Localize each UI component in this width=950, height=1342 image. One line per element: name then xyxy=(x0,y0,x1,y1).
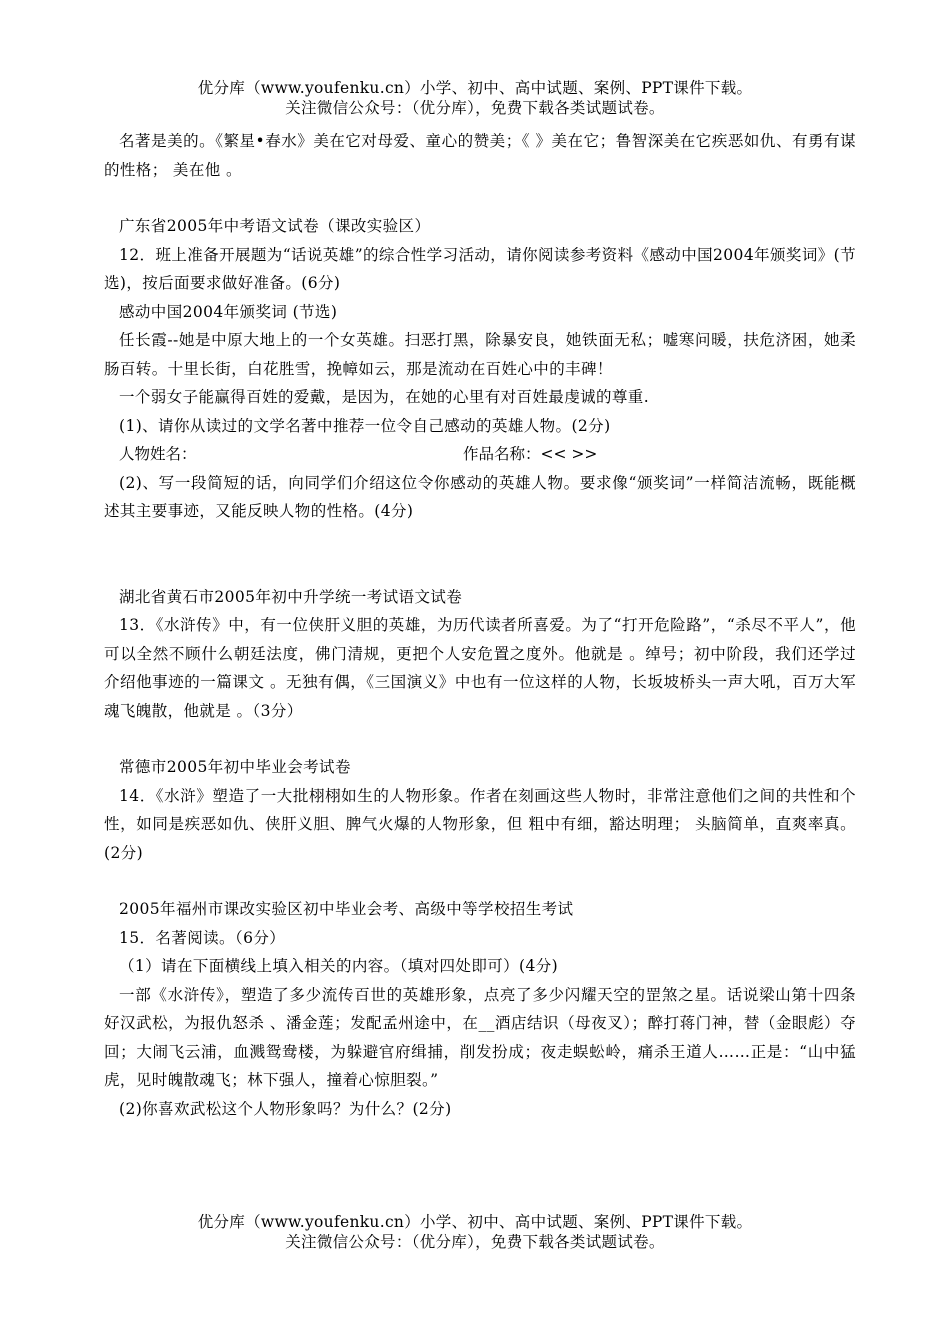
question-15-part-1: （1）请在下面横线上填入相关的内容。（填对四处即可）(4分) xyxy=(119,957,559,975)
question-13: 13．《水浒传》中，有一位侠肝义胆的英雄，为历代读者所喜爱。为了“打开危险路”，“杀尽不平人”，他可以全然不顾什么朝廷法度，佛门清规，更把个人安危置之度外。他就是 。绰号；初中阶段，我们还学过介绍他事迹的一篇课文 。无独有偶，《三国演义》中也有一位这样的人物，长坂坡桥头一声大吼，百万大军魂飞魄散，他就是 。（3分） xyxy=(104,616,856,720)
header-line-2: 关注微信公众号：（优分库），免费下载各类试题试卷。 xyxy=(285,99,665,117)
answer-fields-row xyxy=(104,440,856,469)
question-15: 15．名著阅读。（6分） xyxy=(119,928,286,947)
header-line-1: 优分库（www.youfenku.cn）小学、初中、高中试题、案例、PPT课件下载。 xyxy=(197,79,753,97)
document-body xyxy=(104,127,856,1123)
intro-paragraph: 名著是美的。《繁星•春水》美在它对母爱、童心的赞美；《 》美在它；鲁智深美在它疾恶如仇、有勇有谋的性格； 美在他 。 xyxy=(104,132,856,179)
reference-title: 感动中国2004年颁奖词 (节选) xyxy=(119,302,338,321)
question-12: 12．班上准备开展题为“话说英雄”的综合性学习活动，请你阅读参考资料《感动中国2004年颁奖词》(节选)，按后面要求做好准备。(6分) xyxy=(104,245,856,292)
section-title-huangshi: 湖北省黄石市2005年初中升学统一考试语文试卷 xyxy=(119,587,463,606)
question-15-part-2: (2)你喜欢武松这个人物形象吗？为什么？(2分) xyxy=(119,1099,452,1118)
section-title-changde: 常德市2005年初中毕业会考试卷 xyxy=(119,758,351,776)
character-name-label: 人物姓名： xyxy=(119,445,197,463)
question-12-part-2: (2)、写一段简短的话，向同学们介绍这位令你感动的英雄人物。要求像“颁奖词”一样简洁流畅，既能概述其主要事迹，又能反映人物的性格。(4分) xyxy=(104,473,856,520)
reference-paragraph-1: 任长霞--她是中原大地上的一个女英雄。扫恶打黑，除暴安良，她铁面无私；嘘寒问暖，扶危济困，她柔肠百转。十里长街，白花胜雪，挽幛如云，那是流动在百姓心中的丰碑！ xyxy=(104,331,856,378)
work-title-label: 作品名称：<< >> xyxy=(463,445,598,463)
question-15-passage: 一部《水浒传》，塑造了多少流传百世的英雄形象，点亮了多少闪耀天空的罡煞之星。话说梁山第十四条好汉武松，为报仇怒杀 、潘金莲；发配孟州途中，在__酒店结识（母夜叉）；醉打蒋门神，替（金眼彪）夺回；大闹飞云浦，血溅鸳鸯楼，为躲避官府缉捕，削发扮成；夜走蜈蚣岭，痛杀王道人……正是：“山中猛虎，见时魄散魂飞；林下强人，撞着心惊胆裂。” xyxy=(104,985,856,1089)
footer-line-1: 优分库（www.youfenku.cn）小学、初中、高中试题、案例、PPT课件下载。 xyxy=(197,1213,753,1231)
section-title-guangdong: 广东省2005年中考语文试卷（课改实验区） xyxy=(119,217,431,235)
section-title-fuzhou: 2005年福州市课改实验区初中毕业会考、高级中等学校招生考试 xyxy=(119,900,574,918)
question-12-part-1: (1)、请你从读过的文学名著中推荐一位令自己感动的英雄人物。(2分) xyxy=(119,416,611,435)
footer-line-2: 关注微信公众号：（优分库），免费下载各类试题试卷。 xyxy=(285,1233,665,1251)
question-14: 14．《水浒》塑造了一大批栩栩如生的人物形象。作者在刻画这些人物时，非常注意他们之间的共性和个性，如同是疾恶如仇、侠肝义胆、脾气火爆的人物形象，但 粗中有细，豁达明理； 头脑简单，直爽率真。(2分) xyxy=(104,786,856,862)
reference-paragraph-2: 一个弱女子能赢得百姓的爱戴，是因为，在她的心里有对百姓最虔诚的尊重. xyxy=(119,388,650,406)
